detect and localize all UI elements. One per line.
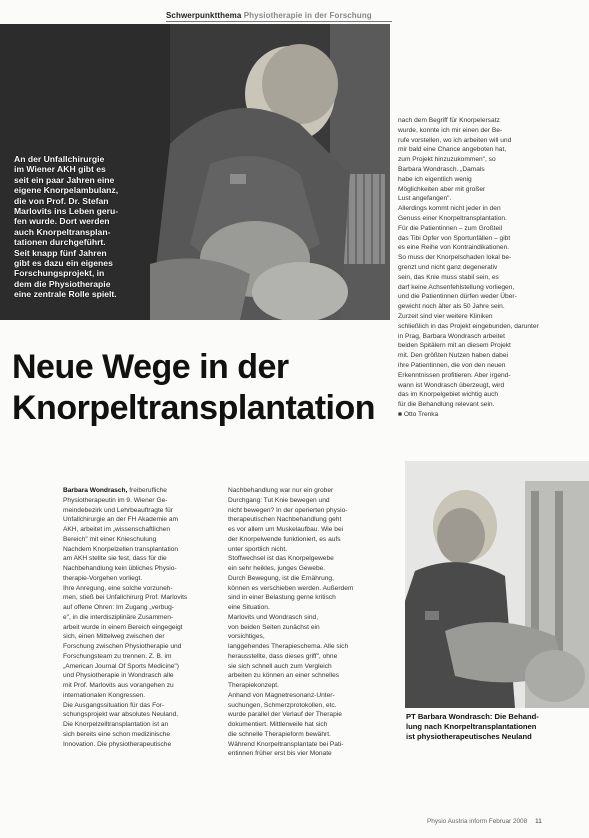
header-rule <box>166 21 392 22</box>
right-column-text: nach dem Begriff für Knorpelersatz wurde, konnte ich mir einen der Be- rufe vorstellen, wo ich arbeiten will und mir bald eine Chance angeboten hat, zum Projekt hinzuzukommen", so Barbara Wondrasch. „Damals habe ich eigentlich wenig Möglichkeiten aber mit großer Lust angefangen". Allerdings kommt nicht jeder in den Genuss einer Knorpeltransplantation. Für die Patientinnen – zum Großteil das Tibi Opfer von Sportunfällen – gibt es eine Reihe von Kontraindikationen. So muss der Knorpelschaden lokal be- grenzt und nicht ganz degenerativ sein, das Knie muss stabil sein, es darf keine Achsenfehlstellung vorliegen, und die Patientinnen dürfen weder Über- gewicht noch älter als 50 Jahre sein. Zurzeit sind vier weitere Kliniken schließlich in das Projekt eingebunden, darunter in Prag, Barbara Wondrasch arbeitet beiden Spitälern mit an diesem Projekt mit. Den größten Nutzen haben dabei ihre Patientinnen, die von den neuen Erkenntnissen profitieren. Aber irgend- wann ist Wondrasch überzeugt, wird das im Knorpelgebiet wichtig auch für die Behandlung relevant sein. ■ Otto Trenka <box>398 117 539 418</box>
page-footer <box>427 818 542 825</box>
footer-magazine: Physio Austria inform Februar 2008 <box>427 818 528 825</box>
body-column-1 <box>63 486 189 749</box>
running-head-section: Schwerpunktthema <box>166 11 242 20</box>
running-head <box>166 11 372 20</box>
body-column-2: Nachbehandlung war nur ein grober Durchgang: Tut Knie bewegen und nicht bewegen? In der operierten physio- therapeutischen Nachbehandlung geht es vor allem um Muskelaufbau. Wie bei der Knorpelwende funktioniert, es aufs unter sportlich nicht. Stoffwechsel ist das Knorpelgewebe ein sehr heikles, junges Gewebe. Durch Bewegung, ist die Ernährung, können es verschieben werden. Außerdem sind in einer Belastung gerne kritisch eine Situation. Marlovits und Wondrasch sind, von beiden Seiten zunächst ein vorsichtiges, langgehendes Therapieschema. Alle sich herausstellte, dass dieses griff", ohne sie sich schnell auch zum Vergleich arbeiten zu können an einer schnelles Therapiekonzept. Anhand von Magnetresonanz-Unter- suchungen, Schmerzprotokollen, etc. wurde parallel der Verlauf der Therapie dokumentiert. Mittlerweile hat sich die schnelle Therapieform bewährt. Während Knorpeltransplantate bei Pati- entinnen früher erst bis vier Monate <box>228 487 354 758</box>
photo-caption-overlay: An der Unfallchirurgie im Wiener AKH gibt es seit ein paar Jahren eine eigene Knorpelambulanz, die von Prof. Dr. Stefan Marlovits ins Leben geru- fen wurde. Dort werden auch Knorpeltransplan- tationen durchgeführt. Seit knapp fünf Jahren gibt es dazu ein eigenes Forschungsprojekt, in dem die Physiotherapie eine zentrale Rolle spielt. <box>14 154 119 300</box>
portrait-photo <box>405 461 589 708</box>
author-lead: Barbara Wondrasch, <box>63 487 128 494</box>
page-number: 11 <box>535 818 542 825</box>
portrait-photo-caption: PT Barbara Wondrasch: Die Behand- lung nach Knorpeltransplantationen ist physiotherapeutisches Neuland <box>406 712 539 741</box>
column-1-text: freiberufliche Physiotherapeutin im 9. Wiener Ge- meindebezirk und Lehrbeauftragte für Unfallchirurgie an der FH Akademie am AKH, arbeitet im „wissenschaftlichen Bereich" mit einer Knieschulung Nachdem Knorpelzellen transplantation am AKH stellte sie fest, dass für die Nachbehandlung kein übliches Physio- therapie-Vorgehen vorliegt. Ihre Anregung, eine solche vorzuneh- men, stieß bei Unfallchirurg Prof. Marlovits auf offene Ohren: Im Zugang „verbug- e", in die interdisziplinäre Zusammen- arbeit wurde in einem Bereich eingegeigt sich, einen Mittelweg zwischen der Forschung zwischen Physiotherapie und Forschungsteam zu trennen. Z. B. im „American Journal Of Sports Medicine") und Physiotherapie in Wondrasch alle mit Prof. Marlovits aus vorangehen zu internationalen Kongressen. Die Ausgangssituation für das For- schungsprojekt war absolutes Neuland. Die Knorpelzelltransplantation ist an sich bereits eine schon medizinische Innovation. Die physiotherapeutische <box>63 487 188 748</box>
portrait-photo-illustration <box>405 461 589 708</box>
article-headline: Neue Wege in der Knorpeltransplantation <box>12 348 376 427</box>
running-head-topic: Physiotherapie in der Forschung <box>243 11 372 20</box>
